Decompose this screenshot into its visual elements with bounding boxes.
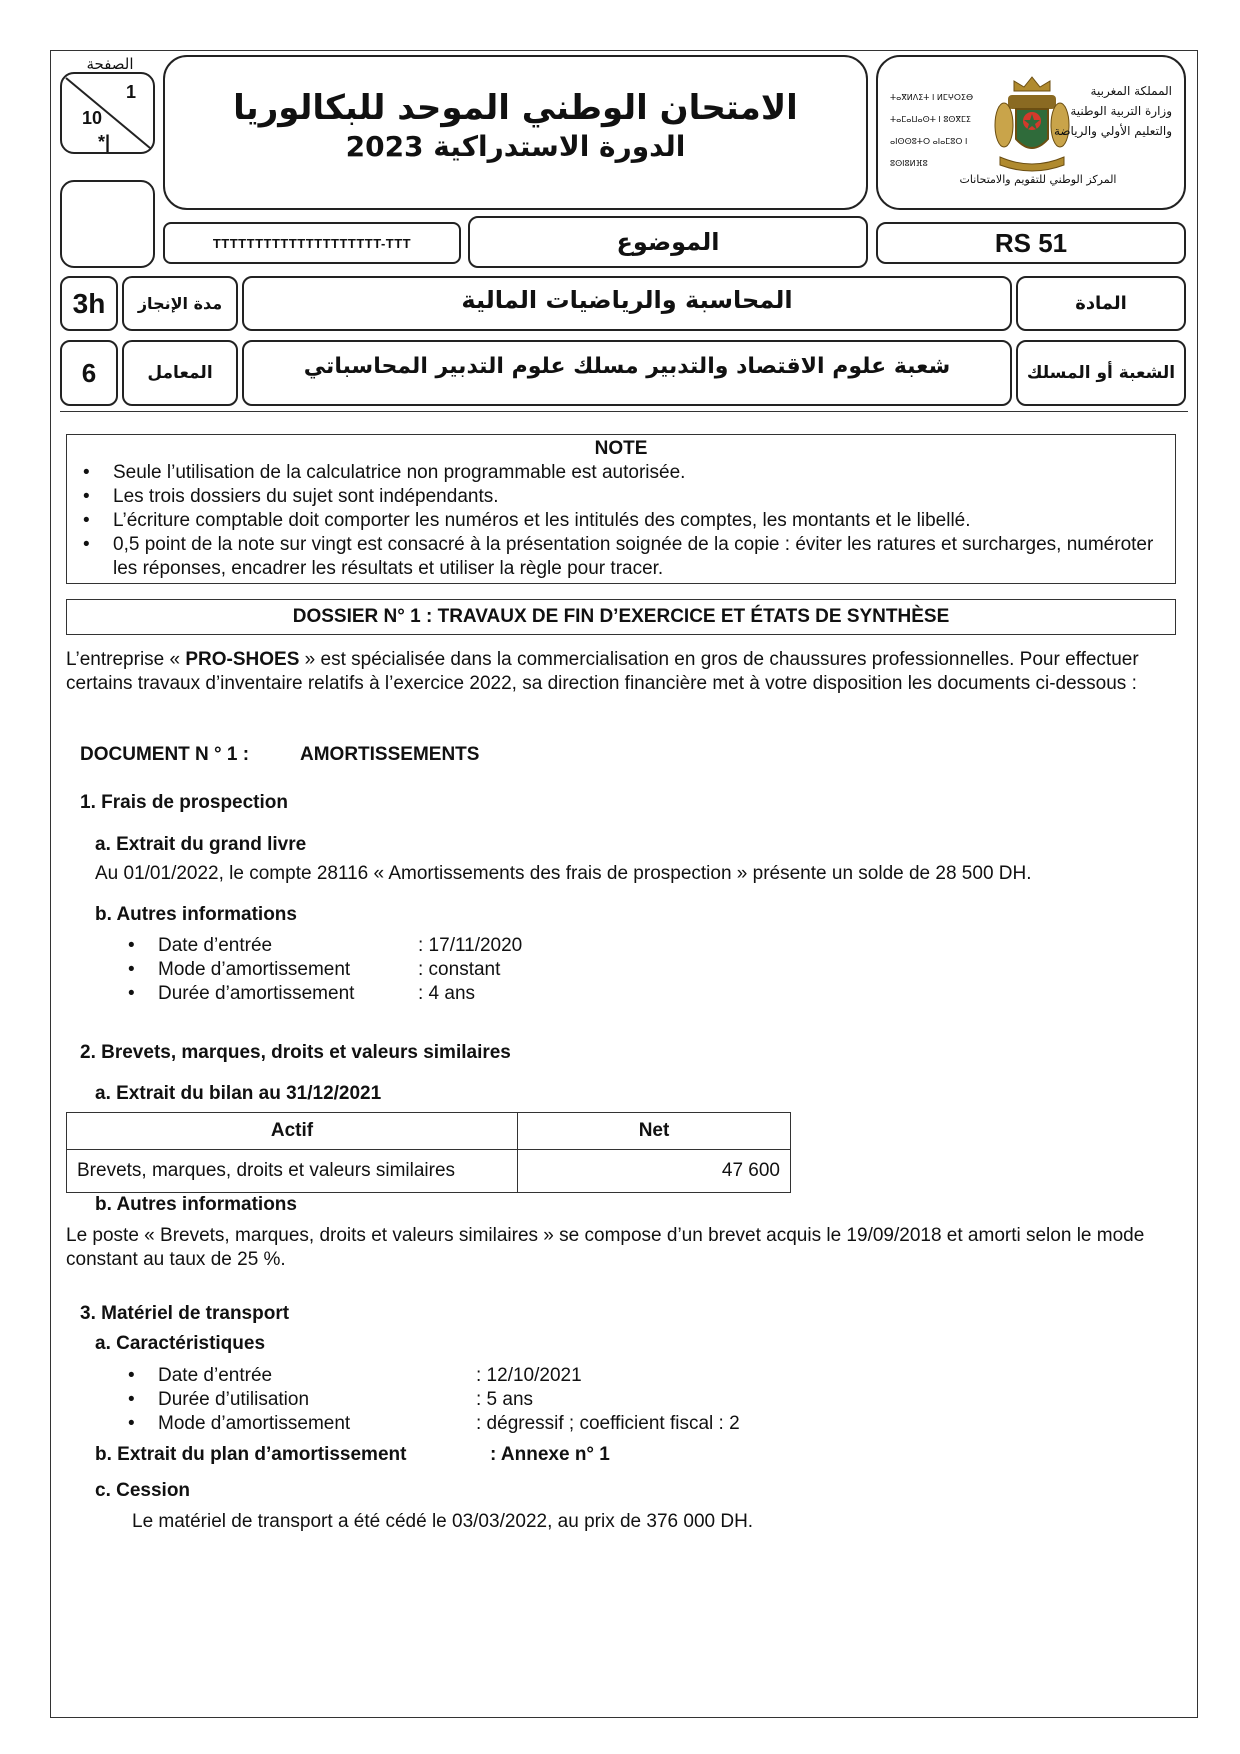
- track-name: شعبة علوم الاقتصاد والتدبير مسلك علوم التدبير المحاسباتي: [242, 340, 1012, 406]
- page-current: 1: [126, 82, 137, 102]
- document1-label: DOCUMENT N ° 1 :: [80, 744, 250, 765]
- section1b-list: [118, 934, 818, 1006]
- intro-pre: L’entreprise «: [66, 649, 186, 670]
- header-separator: [60, 411, 1188, 412]
- section3a-title: a. Caractéristiques: [95, 1333, 266, 1354]
- info-value: : 5 ans: [476, 1389, 534, 1410]
- section3b-title: b. Extrait du plan d’amortissement: [95, 1444, 407, 1465]
- info-value: : constant: [418, 959, 501, 980]
- note-item: • 0,5 point de la note sur vingt est consacré à la présentation soignée de la copie : éviter les ratures et surcharges, numéroter les réponses, encadrer les résultats et utiliser la règle pour tracer.: [73, 533, 1165, 581]
- page-number-box: [60, 72, 155, 154]
- track-label: الشعبة أو المسلك: [1016, 340, 1186, 406]
- table-cell: Brevets, marques, droits et valeurs similaires: [67, 1150, 518, 1193]
- section1a-title: a. Extrait du grand livre: [95, 834, 307, 855]
- section3b-value: : Annexe n° 1: [490, 1444, 610, 1465]
- matiere-label: المادة: [1016, 276, 1186, 331]
- info-value: : dégressif ; coefficient fiscal : 2: [476, 1413, 740, 1434]
- subject-label: الموضوع: [468, 216, 868, 268]
- exam-title-box: [163, 55, 868, 210]
- info-item: [118, 958, 818, 982]
- section3-title: 3. Matériel de transport: [80, 1303, 290, 1324]
- section3c-text: Le matériel de transport a été cédé le 03/03/2022, au prix de 376 000 DH.: [132, 1511, 754, 1532]
- section3c-title: c. Cession: [95, 1480, 191, 1501]
- ministry-name: وزارة التربية الوطنية: [1070, 104, 1172, 118]
- info-key: • Date d’entrée: [158, 935, 273, 956]
- document1-title: AMORTISSEMENTS: [300, 744, 480, 765]
- coef-value: 6: [60, 340, 118, 406]
- info-key: • Mode d’amortissement: [158, 959, 351, 980]
- section1b-title: b. Autres informations: [95, 904, 297, 925]
- info-item: [118, 1388, 918, 1412]
- tifinagh-line-1: ⵜⴰⴳⵍⴷⵉⵜ ⵏ ⵍⵎⵖⵔⵉⴱ: [890, 93, 974, 102]
- note-list: [73, 461, 1165, 581]
- info-item: [118, 1364, 918, 1388]
- note-title: NOTE: [594, 438, 648, 459]
- tifinagh-block: [890, 87, 995, 175]
- exam-session: الدورة الاستدراكية 2023: [345, 130, 686, 163]
- duration-value: 3h: [60, 276, 118, 331]
- code-strip: TTTTTTTTTTTTTTTTTTTT-TTT: [163, 222, 461, 264]
- dossier-title: DOSSIER N° 1 : TRAVAUX DE FIN D’EXERCICE ET ÉTATS DE SYNTHÈSE: [66, 599, 1176, 635]
- blank-box: [60, 180, 155, 268]
- intro-company: PRO-SHOES: [185, 649, 300, 670]
- coef-label: المعامل: [122, 340, 238, 406]
- info-key: • Durée d’utilisation: [158, 1389, 310, 1410]
- table-header: Net: [518, 1113, 791, 1150]
- section1a-text: Au 01/01/2022, le compte 28116 « Amortissements des frais de prospection » présente un solde de 28 500 DH.: [95, 863, 1032, 884]
- bilan-table: [66, 1112, 791, 1193]
- info-key: • Durée d’amortissement: [158, 983, 355, 1004]
- table-header: Actif: [67, 1113, 518, 1150]
- note-item: • Seule l’utilisation de la calculatrice non programmable est autorisée.: [73, 461, 1165, 485]
- ministry-box: [876, 55, 1186, 210]
- note-box: [66, 434, 1176, 584]
- table-row: [67, 1150, 791, 1193]
- section1-title: 1. Frais de prospection: [80, 792, 288, 813]
- info-value: : 17/11/2020: [418, 935, 523, 956]
- table-cell: 47 600: [518, 1150, 791, 1193]
- section2a-title: a. Extrait du bilan au 31/12/2021: [95, 1083, 382, 1104]
- note-item: • Les trois dossiers du sujet sont indépendants.: [73, 485, 1165, 509]
- exam-title: الامتحان الوطني الموحد للبكالوريا: [233, 88, 798, 128]
- kingdom-name: المملكة المغربية: [1090, 84, 1172, 98]
- section2b-text: Le poste « Brevets, marques, droits et valeurs similaires » se compose d’un brevet acquis le 19/09/2018 et amorti selon le mode constant au taux de 25 %.: [66, 1225, 1145, 1270]
- page-label: الصفحة: [86, 55, 134, 73]
- page-total: 10: [82, 108, 103, 128]
- dossier-intro: [66, 648, 1176, 696]
- ministry-text: [1052, 81, 1172, 141]
- tifinagh-line-3: ⴰⵏⵙⵙⵓⵜⵔ ⴰⵏⴰⵎⵓⵔ ⵏ ⵓⵙⵏⵓⵍⴼⵓ: [890, 137, 968, 168]
- info-item: [118, 1412, 918, 1436]
- duration-label: مدة الإنجاز: [122, 276, 238, 331]
- info-item: [118, 982, 818, 1006]
- subject-name: المحاسبة والرياضيات المالية: [242, 276, 1012, 331]
- info-key: • Date d’entrée: [158, 1365, 273, 1386]
- section2b-title: b. Autres informations: [95, 1194, 297, 1215]
- section2-title: 2. Brevets, marques, droits et valeurs similaires: [80, 1042, 511, 1063]
- center-name: المركز الوطني للتقويم والامتحانات: [959, 173, 1117, 186]
- info-item: [118, 934, 818, 958]
- info-key: • Mode d’amortissement: [158, 1413, 351, 1434]
- subject-code: RS 51: [876, 222, 1186, 264]
- section3a-list: [118, 1364, 918, 1436]
- table-header-row: [67, 1113, 791, 1150]
- ministry-name-2: والتعليم الأولي والرياضة: [1053, 124, 1172, 138]
- tifinagh-line-2: ⵜⴰⵎⴰⵡⴰⵙⵜ ⵏ ⵓⵙⴳⵎⵉ: [890, 115, 971, 124]
- page-mark: *|: [98, 132, 111, 152]
- info-value: : 4 ans: [418, 983, 476, 1004]
- note-item: • L’écriture comptable doit comporter les numéros et les intitulés des comptes, les montants et le libellé.: [73, 509, 1165, 533]
- info-value: : 12/10/2021: [476, 1365, 582, 1386]
- intro-post: » est spécialisée dans la commercialisation en gros de chaussures professionnelles. Pour effectuer certains travaux d’inventaire relatifs à l’exercice 2022, sa direction financière met à votre disposition les documents ci-dessous :: [66, 649, 1139, 694]
